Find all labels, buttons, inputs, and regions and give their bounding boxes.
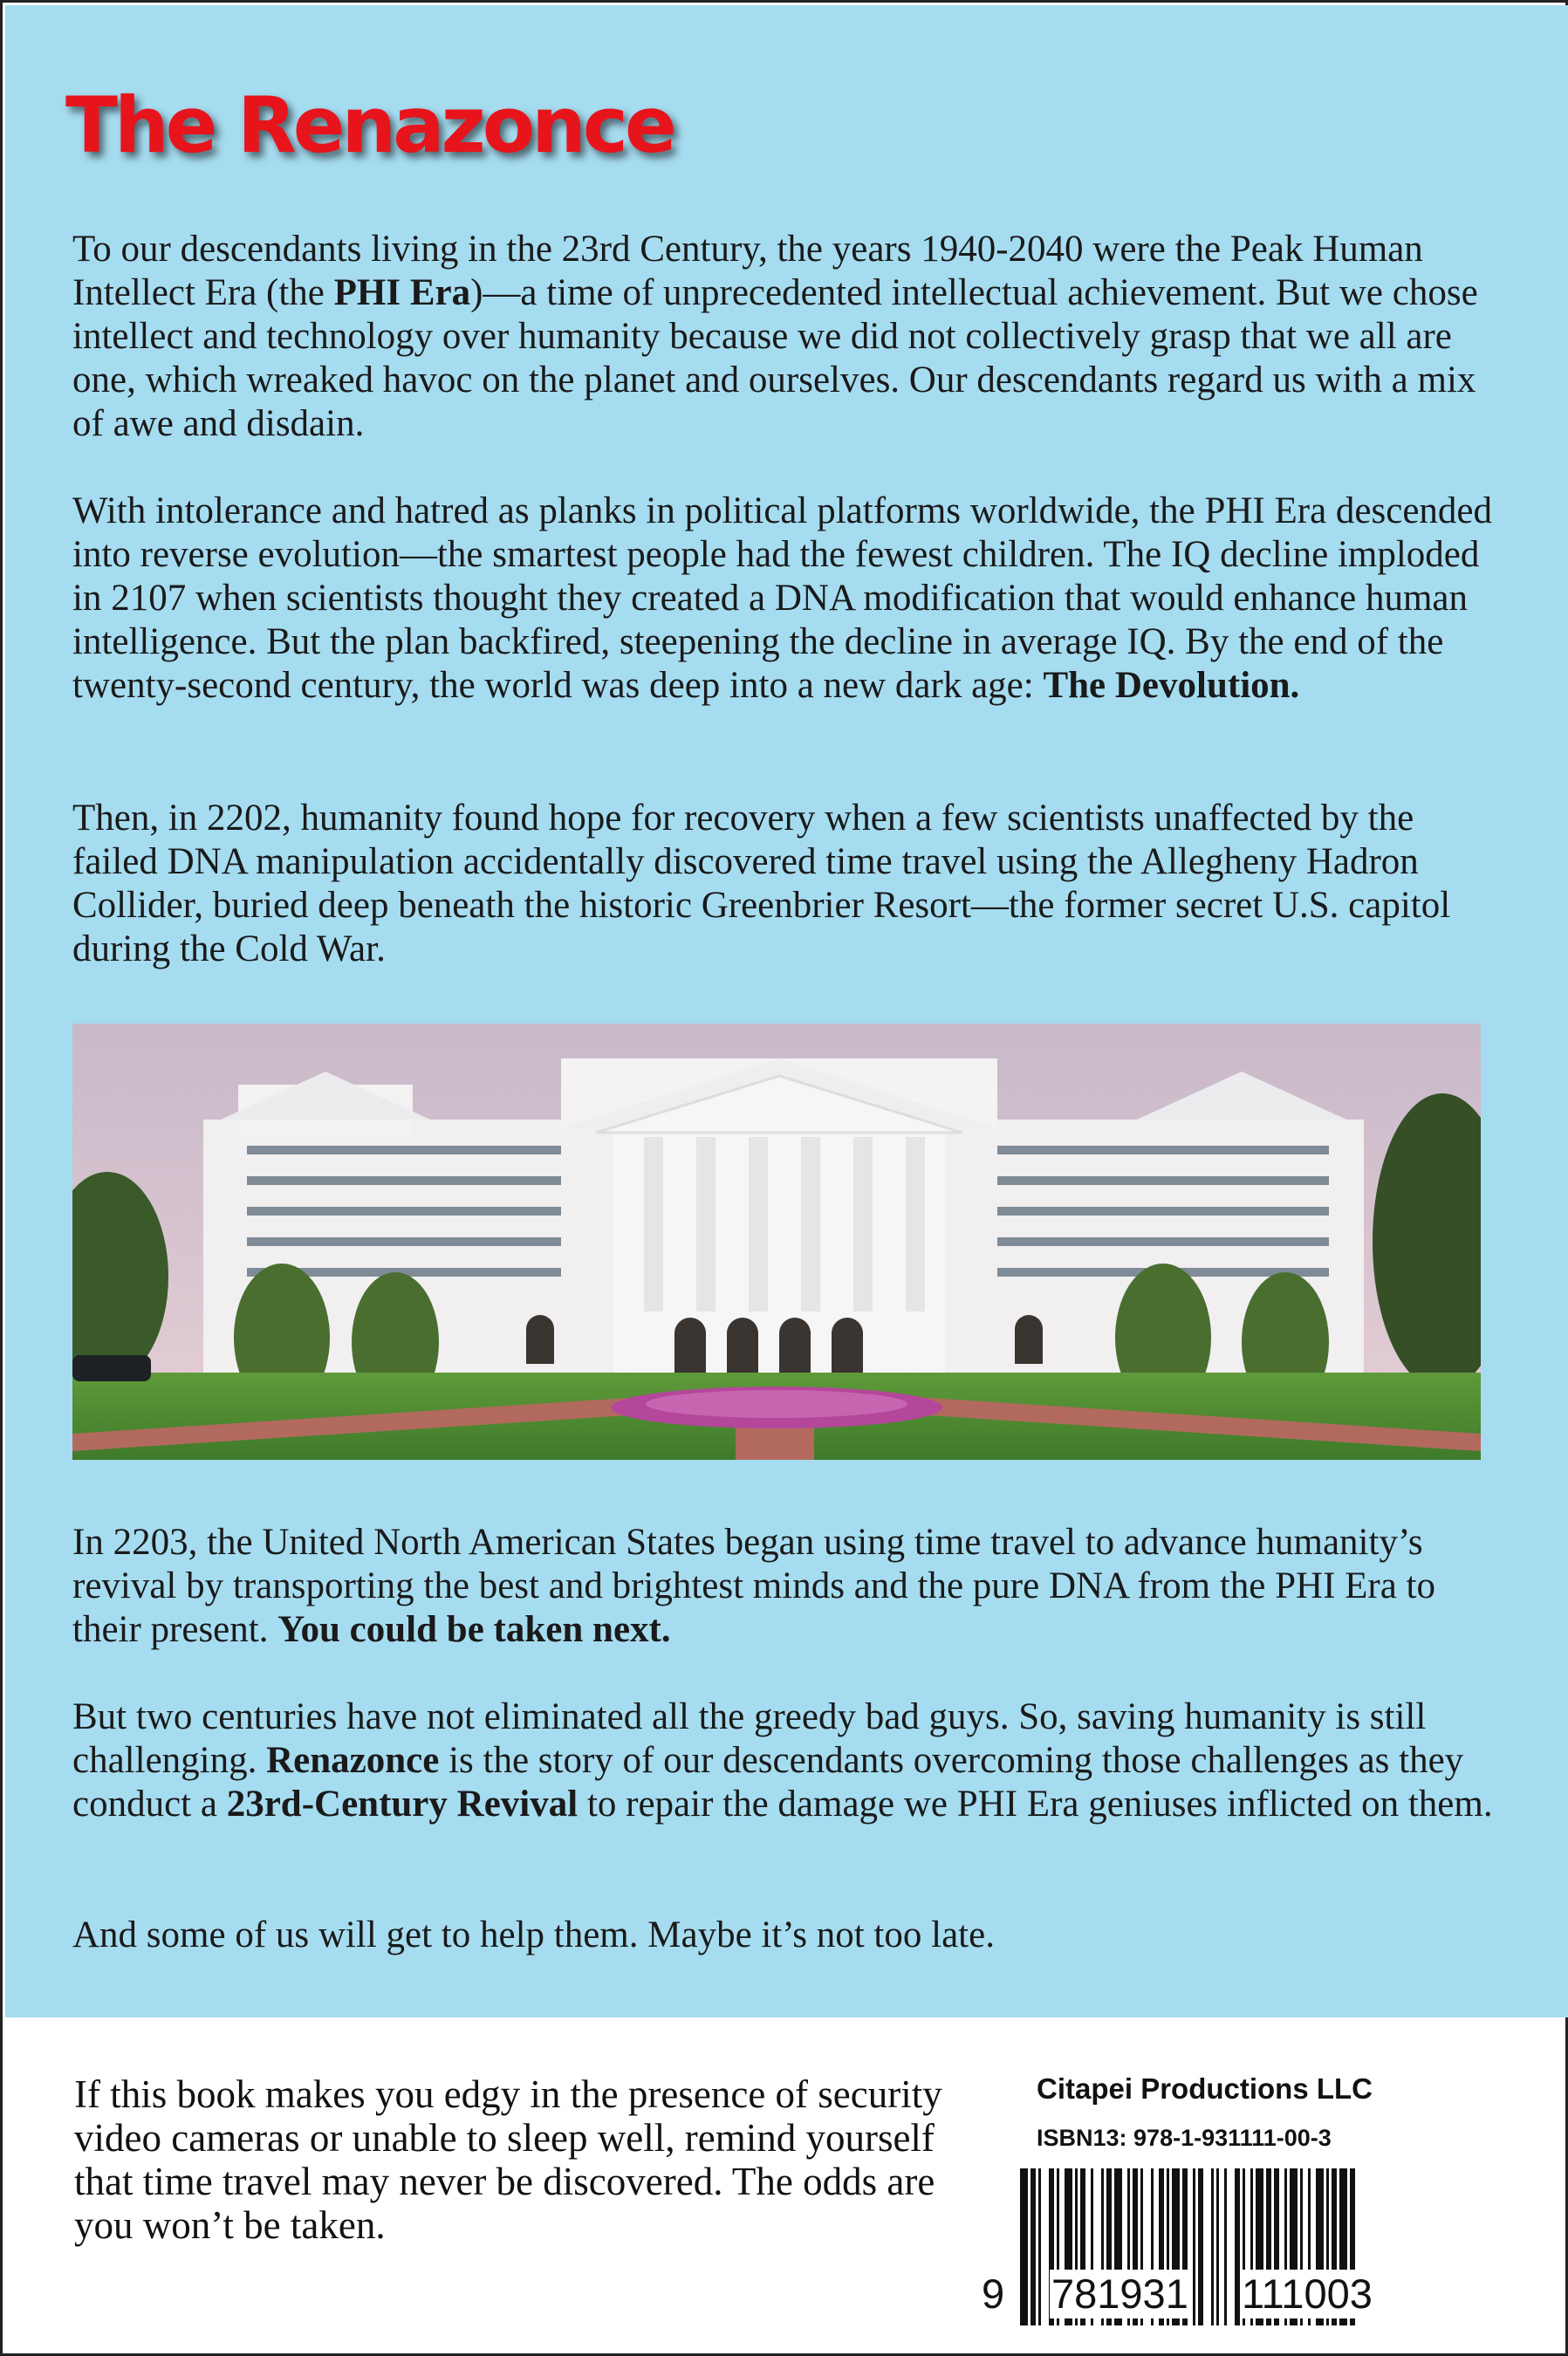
text-run: With intolerance and hatred as planks in political platforms worldwide, the PHI Era descended into reverse evolution—the smartest people had the fewest children. The IQ decline imploded in 2107 when scientists thought they created a DNA modification that would enhance human intelligence. But the plan backfired, steepening the decline in average IQ. By the end of the twenty-second century, the world was deep into a new dark age: — [72, 490, 1492, 706]
publisher-name: Citapei Productions LLC — [1037, 2072, 1373, 2105]
book-title: The Renazonce — [65, 80, 674, 170]
bold-run: The Devolution. — [1043, 665, 1300, 706]
bold-run: PHI Era — [333, 272, 471, 313]
paragraph-revival — [72, 1695, 1503, 1826]
text-run: And some of us will get to help them. Maybe it’s not too late. — [72, 1914, 995, 1955]
blurb-text: If this book makes you edgy in the presence of security video cameras or unable to sleep well, remind yourself that time travel may never be discovered. The odds are you won’t be taken. — [74, 2072, 942, 2247]
text-run: is the story of our descendants overcoming those challenges as they conduct a — [72, 1740, 1464, 1825]
paragraph-devolution — [72, 490, 1503, 708]
paragraph-closing — [72, 1914, 1503, 1957]
paragraph-you-could-be-taken — [72, 1521, 1503, 1652]
barcode-digits-left: 781931 — [1051, 2270, 1188, 2317]
greenbrier-resort-photo — [72, 1024, 1481, 1460]
text-run: But two centuries have not eliminated all the greedy bad guys. So, saving humanity is still challenging. — [72, 1696, 1427, 1781]
text-run: to repair the damage we PHI Era geniuses inflicted on them. — [578, 1784, 1493, 1825]
barcode-digit-first: 9 — [982, 2270, 1005, 2317]
bold-run: You could be taken next. — [277, 1609, 671, 1650]
bold-run: 23rd-Century Revival — [226, 1784, 579, 1825]
text-run: In 2203, the United North American States began using time travel to advance humanity’s revival by transporting the best and brightest minds and the pure DNA from the PHI Era to their present. — [72, 1522, 1436, 1650]
isbn-label: ISBN13: 978-1-931111-00-3 — [1037, 2125, 1332, 2151]
text-run: Then, in 2202, humanity found hope for recovery when a few scientists unaffected by the failed DNA manipulation accidentally discovered time travel using the Allegheny Hadron Collider, buried deep beneath the historic Greenbrier Resort—the former secret U.S. capitol during the Cold War. — [72, 798, 1451, 969]
paragraph-phi-era — [72, 228, 1503, 446]
barcode-digits-right: 111003 — [1242, 2270, 1373, 2317]
text-run: To our descendants living in the 23rd Century, the years 1940-2040 were the Peak Human Intellect Era (the — [72, 229, 1423, 313]
paragraph-time-travel — [72, 797, 1503, 971]
text-run: )—a time of unprecedented intellectual achievement. But we chose intellect and technology over humanity because we did not collectively grasp that we all are one, which wreaked havoc on the planet and ourselves. Our descendants regard us with a mix of awe and disdain. — [72, 272, 1478, 444]
bold-run: Renazonce — [266, 1740, 440, 1781]
